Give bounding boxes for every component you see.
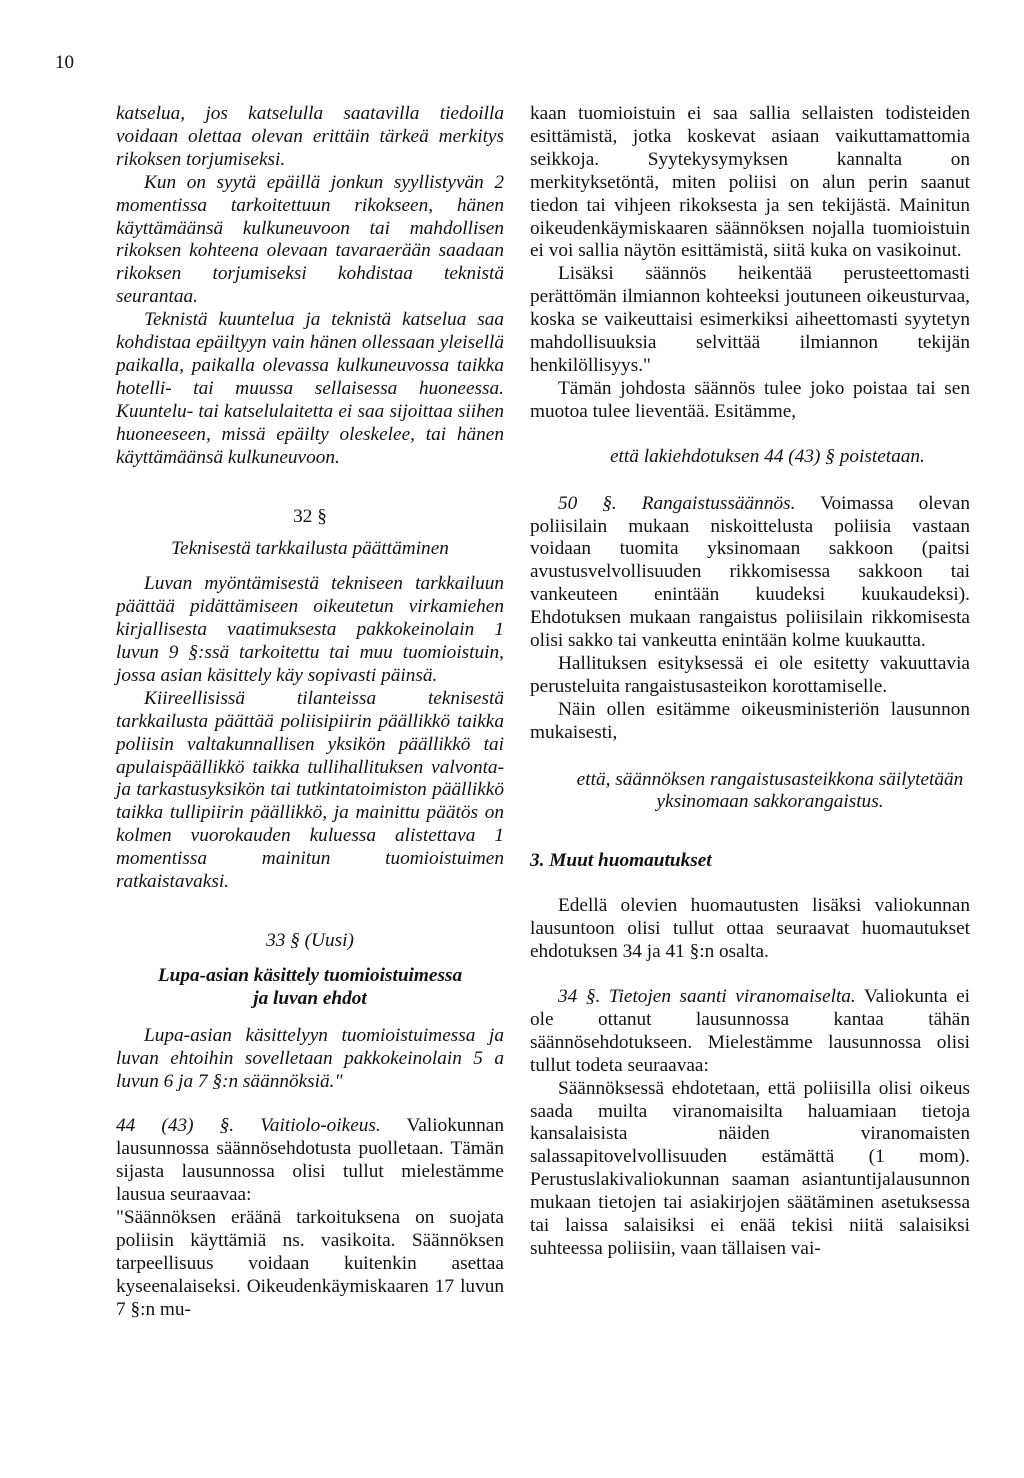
section-title: Lupa-asian käsittely tuomioistuimessa — [157, 964, 463, 986]
paragraph-head: 50 §. Rangaistussäännös. — [558, 492, 796, 514]
paragraph: Hallituksen esityksessä ei ole esitetty vakuuttavia perusteluita rangaistusasteikon korottamiselle. — [530, 652, 970, 697]
left-column — [116, 103, 504, 1322]
paragraph-head: 44 (43) §. Vaitiolo-oikeus. — [116, 1115, 381, 1137]
paragraph: kaan tuomioistuin ei saa sallia sellaisten todisteiden esittämistä, jotka koskevat asiaan vaikuttamattomia seikkoja. Syytekysymyksen kannalta on merkityksetöntä, miten poliisi on alun perin saanut tiedon tai vihjeen rikoksesta ja sen tekijästä. Mainitun oikeudenkäymiskaaren säännöksen nojalla tuomioistuin ei voi sallia näytön esittämistä, siitä kuka on vasikoinut. — [530, 103, 970, 262]
paragraph-body: Voimassa olevan poliisilain mukaan niskoittelusta poliisia vastaan voidaan tuomita yksinomaan sakkoon (paitsi avustusvelvollisuuden rikkomisessa sakkoon tai vankeuteen enintään kuudeksi kuukaudeksi). Ehdotuksen mukaan rangaistus poliisilain rikkomisesta olisi sakko tai vankeutta enintään kolme kuukautta. — [530, 492, 970, 652]
paragraph: Lupa-asian käsittelyyn tuomioistuimessa ja luvan ehtoihin sovelletaan pakkokeinolain 5 a luvun 6 ja 7 §:n säännöksiä." — [116, 1024, 504, 1092]
paragraph: Teknistä kuuntelua ja teknistä katselua saa kohdistaa epäiltyyn vain hänen ollessaan yleisellä paikalla, paikalla olevassa kulkuneuvossa taikka hotelli- tai muussa sellaisessa huoneessa. Kuuntelu- tai katselulaitetta ei saa sijoittaa siihen huoneeseen, missä epäilty oleskelee, tai hänen käyttämäänsä kulkuneuvoon. — [116, 309, 504, 468]
paragraph — [530, 493, 970, 653]
section-title: ja luvan ehdot — [253, 987, 367, 1009]
page-number: 10 — [55, 52, 74, 73]
paragraph: Tämän johdosta säännös tulee joko poistaa tai sen muotoa tulee lieventää. Esitämme, — [530, 377, 970, 422]
section-heading: 3. Muut huomautukset — [530, 850, 712, 872]
paragraph-body: Valiokunnan lausunnossa säännösehdotusta puolletaan. Tämän sijasta lausunnossa olisi tullut mielestämme lausua seuraavaa: — [116, 1115, 504, 1206]
right-column — [530, 103, 970, 1261]
proposal: että lakiehdotuksen 44 (43) § poistetaan. — [610, 445, 925, 467]
paragraph: Säännöksessä ehdotetaan, että poliisilla olisi oikeus saada muilta viranomaisilta haluamiaan tietoja kansalaisista näiden viranomaisten salassapitovelvollisuuden estämättä (1 mom). Perustuslakivaliokunnan saaman asiantuntijalausunnon mukaan tietojen tai asiakirjojen säätäminen asetuksessa tai laissa salaisiksi ei enää tekisi niitä salaisiksi suhteessa poliisiin, vaan tällaisen vai- — [530, 1077, 970, 1259]
paragraph: Kiireellisissä tilanteissa teknisestä tarkkailusta päättää poliisipiirin päällikkö taikka poliisin valtakunnallisen yksikön päällikkö tai apulaispäällikkö taikka tullihallituksen valvonta- ja tarkastusyksikön tai tutkintatoimiston päällikkö taikka tullipiirin päällikkö, ja mainittu päätös on kolmen vuorokauden kuluessa alistettava 1 momentissa mainitun tuomioistuimen ratkaistavaksi. — [116, 687, 504, 893]
paragraph-head: 34 §. Tietojen saanti viranomaiselta. — [558, 986, 856, 1007]
paragraph: Lisäksi säännös heikentää perusteettomasti perättömän ilmiannon kohteeksi joutuneen oikeusturvaa, koska se vaikeuttaisi esimerkiksi aiheettomasti syytetyn mahdollisuuksia selvittää ilmiannon tekijän henkilöllisyys." — [530, 263, 970, 376]
paragraph-body: Valiokunta ei ole ottanut lausunnossa kantaa tähän säännösehdotukseen. Mielestämme lausunnossa olisi tullut todeta seuraavaa: — [530, 986, 970, 1076]
paragraph: Edellä olevien huomautusten lisäksi valiokunnan lausuntoon olisi tullut ottaa seuraavat huomautukset ehdotuksen 34 ja 41 §:n osalta. — [530, 895, 970, 963]
section-number: 33 § (Uusi) — [266, 930, 354, 951]
paragraph: "Säännöksen eräänä tarkoituksena on suojata poliisin käyttämiä ns. vasikoita. Säännöksen tarpeellisuus voidaan kuitenkin asettaa kyseenalaiseksi. Oikeudenkäymiskaaren 17 luvun 7 §:n mu- — [116, 1207, 504, 1320]
paragraph — [116, 1115, 504, 1207]
paragraph: Luvan myöntämisestä tekniseen tarkkailuun päättää pidättämiseen oikeutetun virkamiehen kirjallisesta vaatimuksesta pakkokeinolain 1 luvun 9 §:ssä tarkoitettu tai muu tuomioistuin, jossa asian käsittely käy sopivasti päinsä. — [116, 573, 504, 686]
section-title: Teknisestä tarkkailusta päättäminen — [171, 538, 449, 560]
paragraph: Näin ollen esitämme oikeusministeriön lausunnon mukaisesti, — [530, 698, 970, 743]
proposal: että, säännöksen rangaistusasteikkona säilytetään yksinomaan sakkorangaistus. — [576, 768, 964, 813]
section-number: 32 § — [293, 505, 327, 527]
paragraph: katselua, jos katselulla saatavilla tiedoilla voidaan olettaa olevan erittäin tärkeä merkitys rikoksen torjumiseksi. — [116, 103, 504, 170]
paragraph — [530, 986, 970, 1078]
paragraph: Kun on syytä epäillä jonkun syyllistyvän 2 momentissa tarkoitettuun rikokseen, hänen käyttämäänsä kulkuneuvoon tai mahdollisen rikoksen kohteena olevaan tavaraerään saadaan rikoksen torjumiseksi kohdistaa teknistä seurantaa. — [116, 171, 504, 308]
